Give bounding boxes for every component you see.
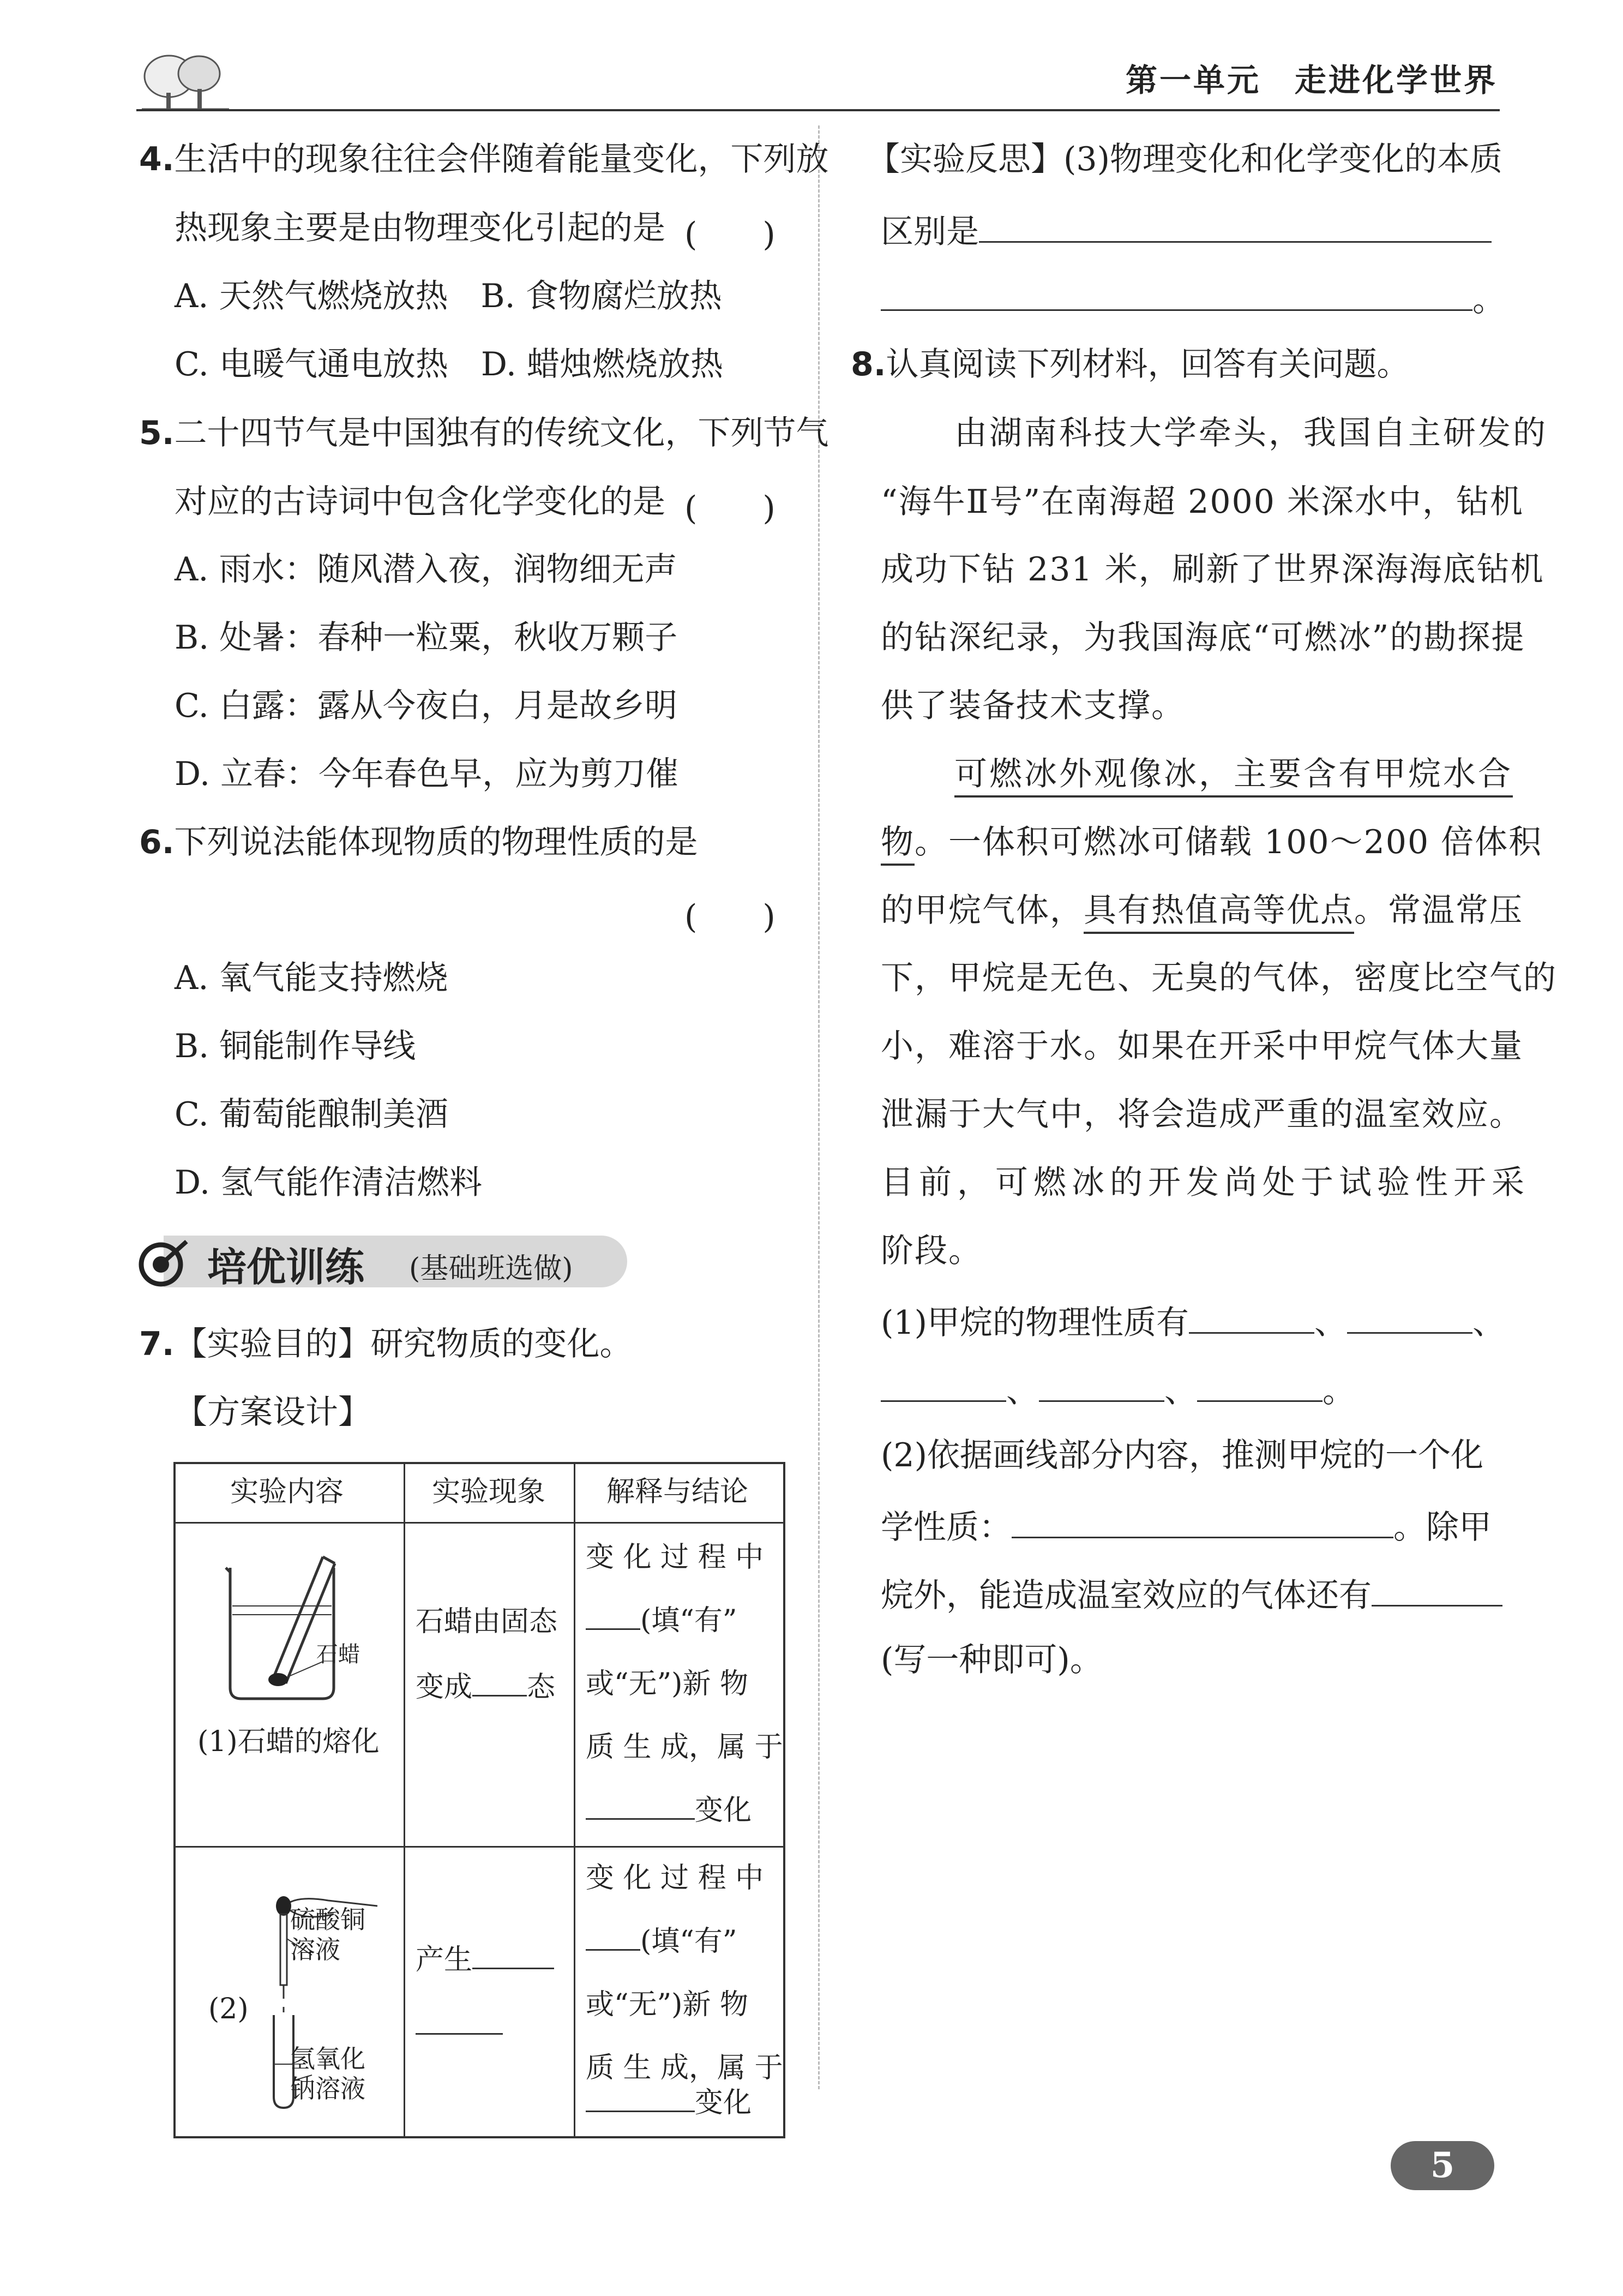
q7-purpose-text: 【实验目的】研究物质的变化。 [174,1325,633,1363]
q8-paragraph2-text: 的甲烷气体， [881,891,1084,930]
q8-paragraph1-line: 的钻深纪录，为我国海底“可燃冰”的勘探提 [881,619,1525,657]
row2-conclusion-line2 [586,1909,737,1974]
q8-separator: 、 [1472,1304,1505,1342]
q8-property-blank-5[interactable] [1197,1368,1323,1402]
q5-stem1: 二十四节气是中国独有的传统文化，下列节气 [174,414,829,452]
q8-paragraph2-line3 [881,891,1523,930]
q8-paragraph2-text: 。一体积可燃冰可储载 100～200 倍体积 [915,823,1543,861]
q5-stem-line2: 对应的古诗词中包含化学变化的是 [175,483,665,521]
row2-observation-blank-2[interactable] [416,2000,503,2035]
q7-reflection-line2 [881,208,1492,251]
row1-conclusion-line2 [586,1588,737,1653]
q7-purpose [139,1324,633,1364]
q8-paragraph1-line: 由湖南科技大学牵头，我国自主研发的 [954,414,1548,452]
q8-sub2-suffix: 。除甲 [1393,1508,1492,1546]
header-logo-icon [136,52,235,112]
q8-period: 。 [1323,1372,1355,1410]
row2-caption: (2) [208,1993,249,2025]
row1-conclusion-line1: 变 化 过 程 中 [586,1541,764,1574]
header-title: 第一单元 走进化学世界 [1125,62,1498,99]
q7-essential-difference-blank[interactable] [979,208,1492,243]
q8-paragraph2-line: 下，甲烷是无色、无臭的气体，密度比空气的 [881,959,1557,997]
row2-observation-line1 [416,1928,554,1992]
q8-separator: 、 [1164,1372,1197,1410]
q8-property-blank-2[interactable] [1347,1299,1472,1334]
q7-period: 。 [1472,281,1505,319]
table-header-observation: 实验现象 [432,1476,546,1508]
q8-separator: 、 [1314,1304,1347,1342]
q8-sub2-label: 学性质： [881,1508,1012,1546]
table-header-conclusion: 解释与结论 [606,1476,749,1508]
q8-sub2-line3 [881,1572,1502,1615]
row1-new-substance-blank[interactable] [586,1596,640,1630]
page-number: 5 [1391,2141,1494,2190]
q6-stem [139,823,698,862]
tube-label-line1: 氢氧化 [290,2044,365,2073]
table-divider [574,1464,575,2136]
q8-sub2-gas-prompt: 烷外，能造成温室效应的气体还有 [881,1576,1372,1615]
row2-observation-blank[interactable] [472,1935,554,1969]
q4-number: 4. [139,140,175,178]
q7-number: 7. [139,1325,175,1363]
q6-option-c: C. 葡萄能酿制美酒 [175,1095,448,1134]
q7-reflection-label: 区别是 [881,213,979,251]
q8-paragraph2-line: 目前，可燃冰的开发尚处于试验性开采 [881,1164,1530,1202]
row2-fill-hint: (填“有” [640,1925,737,1958]
q4-options-ab: A. 天然气燃烧放热 B. 食物腐烂放热 [175,277,722,315]
q8-sub1-line2 [881,1368,1355,1411]
row2-conclusion-line1: 变 化 过 程 中 [586,1862,764,1895]
q6-option-b: B. 铜能制作导线 [175,1027,416,1065]
q4-stem1: 生活中的现象往往会伴随着能量变化，下列放 [174,140,829,178]
q8-property-blank-4[interactable] [1039,1368,1164,1402]
q8-paragraph2-text: 。常温常压 [1354,891,1523,930]
q8-stem [851,345,1410,384]
q7-reflection-line1: 【实验反思】(3)物理变化和化学变化的本质 [867,140,1502,178]
row1-conclusion-line4: 质 生 成，属 于 [586,1731,783,1764]
q8-separator: 、 [1006,1372,1039,1410]
row1-conclusion-line3: 或“无”)新 物 [586,1668,748,1700]
q8-paragraph2-line2 [881,823,1542,862]
q8-sub1-line1 [881,1299,1505,1342]
table-divider [404,1464,405,2136]
q8-underlined-text: 可燃冰外观像冰，主要含有甲烷水合 [954,755,1513,798]
row1-observation-line2 [416,1655,555,1719]
section-banner [136,1230,627,1290]
q8-stem-text: 认真阅读下列材料，回答有关问题。 [886,345,1410,383]
row1-state-blank[interactable] [472,1662,527,1696]
q6-stem-text: 下列说法能体现物质的物理性质的是 [174,823,698,861]
dropper-label-line1: 硫酸铜 [290,1905,365,1934]
q4-stem-line1 [139,140,829,179]
q8-paragraph2-line: 阶段。 [881,1232,982,1270]
row1-fill-hint: (填“有” [640,1604,737,1637]
q8-underlined-text: 具有热值高等优点 [1084,891,1354,934]
q8-sub2-line1: (2)依据画线部分内容，推测甲烷的一个化 [881,1436,1483,1474]
q8-sub2-line2 [881,1504,1492,1547]
row1-caption: (1)石蜡的熔化 [197,1725,380,1758]
target-icon [136,1238,191,1287]
q6-option-a: A. 氧气能支持燃烧 [175,959,448,997]
tube-label-line2: 钠溶液 [290,2074,365,2103]
row2-change-suffix: 变化 [695,2087,752,2119]
table-header-content: 实验内容 [230,1476,344,1508]
experiment-table [173,1462,785,2138]
q5-stem-line1 [139,413,829,453]
q6-answer-paren: ( ) [684,898,776,936]
q7-reflection-line3 [881,277,1505,320]
q5-option-a: A. 雨水：随风潜入夜，润物细无声 [175,550,677,589]
row1-conclusion-line5 [586,1778,752,1843]
section-subtitle: (基础班选做) [409,1252,573,1285]
q8-sub1-text: (1)甲烷的物理性质有 [881,1304,1189,1342]
q4-options-cd: C. 电暖气通电放热 D. 蜡烛燃烧放热 [175,345,724,383]
q8-paragraph2-line: 泄漏于大气中，将会造成严重的温室效应。 [881,1095,1523,1134]
q5-number: 5. [139,414,175,452]
q8-underlined-text: 物 [881,823,915,866]
row1-obs-prefix: 变成 [416,1671,473,1704]
q8-sub2-line4: (写一种即可)。 [881,1641,1103,1679]
row1-change-suffix: 变化 [695,1794,752,1827]
q5-option-c: C. 白露：露从今夜白，月是故乡明 [175,687,677,725]
q8-paragraph1-line: “海牛Ⅱ号”在南海超 2000 米深水中，钻机 [881,483,1524,521]
row2-conclusion-line3: 或“无”)新 物 [586,1988,748,2021]
row1-obs-suffix: 态 [527,1671,556,1704]
row2-change-type-blank[interactable] [586,2078,695,2112]
row1-observation-line1: 石蜡由固态 [416,1605,558,1638]
q8-property-blank-1[interactable] [1189,1299,1314,1334]
q4-answer-paren: ( ) [684,215,776,254]
row2-new-substance-blank[interactable] [586,1916,640,1951]
row2-observation-line2 [416,1993,503,2058]
row2-conclusion-line5 [586,2071,752,2135]
q6-number: 6. [139,823,175,861]
row2-conclusion-line4: 质 生 成，属 于 [586,2052,783,2084]
q6-option-d: D. 氢气能作清洁燃料 [175,1164,483,1202]
q8-property-blank-3[interactable] [881,1368,1006,1402]
q8-paragraph2-line: 小，难溶于水。如果在开采中甲烷气体大量 [881,1027,1523,1065]
dropper-label-line2: 溶液 [290,1935,340,1964]
q8-greenhouse-gas-blank[interactable] [1372,1572,1502,1606]
q8-paragraph1-line: 成功下钻 231 米，刷新了世界深海海底钻机 [881,550,1544,589]
q5-option-b: B. 处暑：春种一粒粟，秋收万颗子 [175,619,678,657]
q7-design-label: 【方案设计】 [175,1393,371,1431]
header-rule [136,109,1500,111]
q5-answer-paren: ( ) [684,489,776,527]
q8-chemical-property-blank[interactable] [1012,1504,1393,1538]
paraffin-label: 石蜡 [316,1642,360,1667]
q5-option-d: D. 立春：今年春色早，应为剪刀催 [175,755,679,793]
q8-paragraph1-line: 供了装备技术支撑。 [881,687,1185,725]
q4-stem-line2: 热现象主要是由物理变化引起的是 [175,209,665,247]
row2-obs-prefix: 产生 [416,1944,473,1976]
row1-change-type-blank[interactable] [586,1785,695,1820]
q7-essential-difference-blank-2[interactable] [881,277,1472,311]
q8-number: 8. [851,345,886,383]
section-title: 培优训练 [207,1244,365,1290]
q8-paragraph2-line1 [954,754,1513,794]
